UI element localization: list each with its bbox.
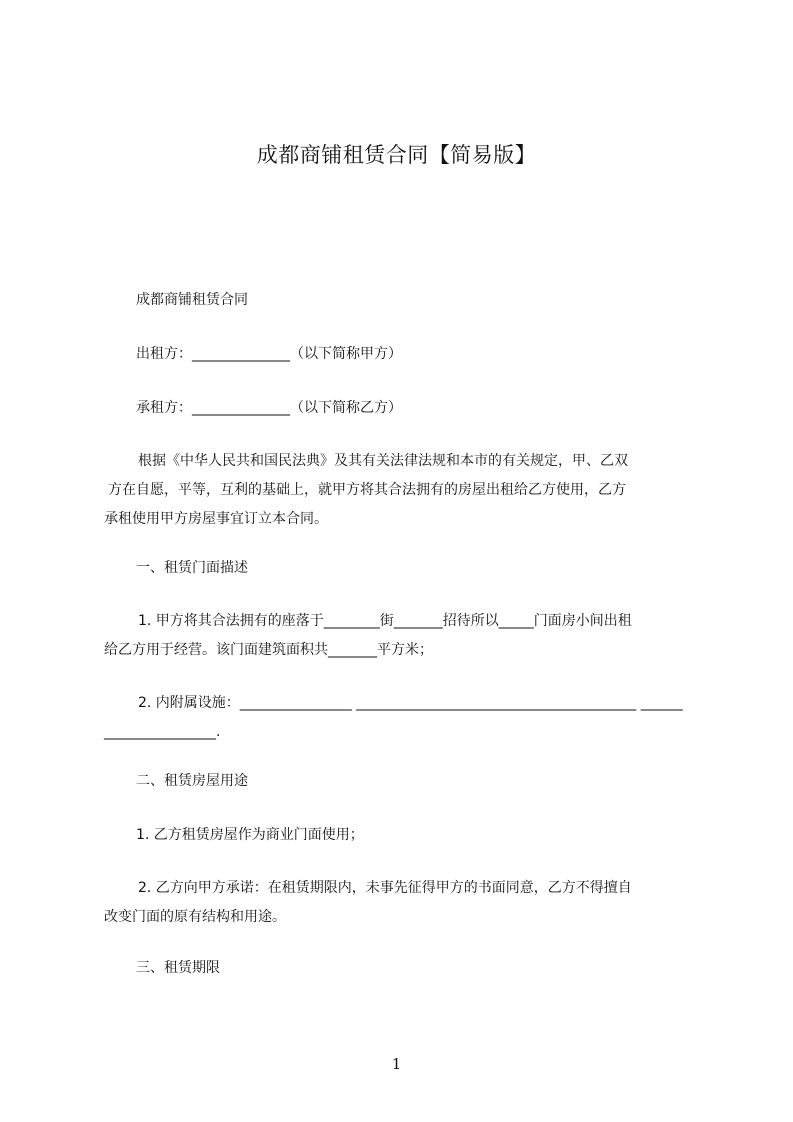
- lessee-line: 承租方：______________（以下简称乙方）: [136, 400, 402, 416]
- preamble-line-3: 承租使用甲方房屋事宜订立本合同。: [104, 511, 328, 527]
- s1-item-2-line-1: 2. 内附属设施：________________ ________________________________________ ______: [138, 695, 683, 711]
- s2-item-2-line-2: 改变门面的原有结构和用途。: [104, 909, 286, 925]
- s1-item-1-line-2: 给乙方用于经营。该门面建筑面积共_______平方米；: [104, 642, 433, 658]
- preamble-line-2: 方在自愿，平等，互利的基础上，就甲方将其合法拥有的房屋出租给乙方使用，乙方: [108, 482, 626, 498]
- s2-item-2-line-1: 2. 乙方向甲方承诺：在租赁期限内，未事先征得甲方的书面同意，乙方不得擅自: [138, 880, 632, 896]
- section-1-heading: 一、租赁门面描述: [136, 560, 248, 576]
- document-title: 成都商铺租赁合同【简易版】: [256, 143, 537, 167]
- s1-item-2-line-2: ________________.: [104, 724, 221, 740]
- preamble-line-1: 根据《中华人民共和国民法典》及其有关法律法规和本市的有关规定，甲、乙双: [138, 453, 628, 469]
- section-2-heading: 二、租赁房屋用途: [136, 773, 248, 789]
- page-number: 1: [391, 1055, 402, 1073]
- s2-item-1: 1. 乙方租赁房屋作为商业门面使用；: [136, 827, 364, 843]
- section-3-heading: 三、租赁期限: [136, 960, 220, 976]
- s1-item-1-line-1: 1. 甲方将其合法拥有的座落于________街_______招待所以_____门面房小间出租: [138, 613, 632, 629]
- contract-subtitle: 成都商铺租赁合同: [136, 292, 248, 308]
- lessor-line: 出租方：______________（以下简称甲方）: [136, 346, 402, 362]
